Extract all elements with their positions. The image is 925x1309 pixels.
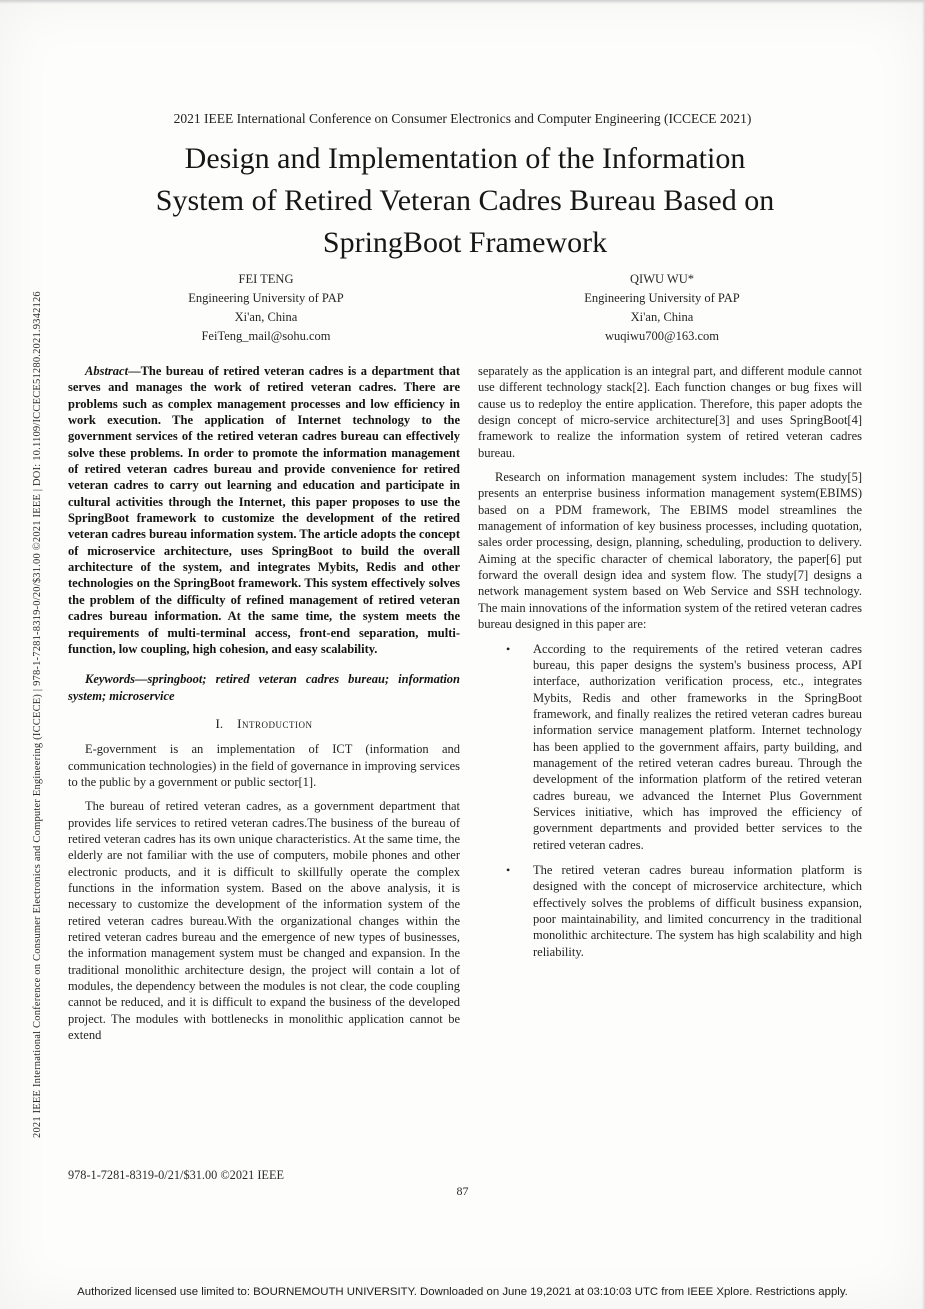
abstract-text: —The bureau of retired veteran cadres is a department that serves and manages the work of retired veteran cadres. There are problems such as complex management processes and low efficiency in work execution. The application of Internet technology to the government services of the retired veteran cadres bureau can effectively solve these problems. In order to promote the information management of retired veteran cadres bureau and provide convenience for retired veteran cadres to carry out learning and education and participate in cultural activities through the Internet, this paper proposes to use the SpringBoot framework to customize the development of the retired veteran cadres bureau information system. The article adopts the concept of microservice architecture, uses SpringBoot to build the overall architecture of the system, and integrates Mybits, Redis and other technologies on the SpringBoot framework. This system effectively solves the problem of the difficulty of refined management of retired veteran cadres bureau information. At the same time, the system meets the requirements of multi-terminal access, front-end separation, multi-function, low coupling, high cohesion, and easy scalability. (68, 364, 460, 656)
innovation-bullet-list (478, 641, 862, 961)
right-column (478, 363, 862, 969)
bullet-item-1 (478, 641, 862, 853)
bullet-text-1: According to the requirements of the retired veteran cadres bureau, this paper designs the system's business process, API interface, authorization verification process, etc., integrates Mybits, Redis and other frameworks in the SpringBoot framework, and finally realizes the retired veteran cadres bureau information service management platform. Internet technology has been applied to the government affairs, party building, and management of the retired veteran cadres bureau. Through the development of the information platform of the retired veteran cadres bureau, we advanced the Internet Plus Government Services initiative, which has improved the efficiency of government departments and provided better services to the retired veteran cadres. (533, 641, 862, 852)
intro-paragraph-2: The bureau of retired veteran cadres, as a government department that provides life services to retired veteran cadres.The business of the bureau of retired veteran cadres has its own unique characteristics. At the same time, the elderly are not familiar with the use of computers, mobile phones and other electronic products, and it is difficult to skillfully operate the complex functions in the information system. Based on the above analysis, it is necessary to customize the development of the information system of the retired veteran cadres bureau.With the organizational changes within the retired veteran cadres bureau and the emergence of new types of businesses, the information management system must be changed and expansion. In the traditional monolithic architecture design, the project will contain a lot of modules, the dependency between the modules is not clear, the code coupling cannot be reduced, and it is difficult to expand the business of the developed project. The modules with bottlenecks in monolithic application cannot be extend (68, 799, 460, 1043)
left-column (68, 363, 460, 1051)
section-heading-introduction (68, 716, 460, 732)
intro-paragraph-4: Research on information management system includes: The study[5] presents an enterprise business information management system(EBIMS) based on a PDM framework, The EBIMS model streamlines the management of information of key business processes, including quotation, sales order processing, design, planning, scheduling, production to delivery. Aiming at the specific character of chemical laboratory, the paper[6] put forward the overall design idea and system flow. The study[7] designs a network management system based on Web Service and SSH technology. The main innovations of the information system of the retired veteran cadres bureau designed in this paper are: (478, 470, 862, 632)
author-blocks (68, 270, 860, 346)
paper-title-line-2: System of Retired Veteran Cadres Bureau Based on (155, 184, 775, 217)
author-block-1 (68, 270, 464, 346)
section-number: I. (215, 715, 224, 731)
abstract-label: Abstract (85, 364, 129, 378)
intro-paragraph-3: separately as the application is an integral part, and different module cannot use different technology stack[2]. Each function changes or bug fixes will cause us to redeploy the entire application. Therefore, this paper adopts the design concept of micro-service architecture[3] and uses SpringBoot[4] framework to realize the information system of retired veteran cadres bureau. (478, 364, 862, 460)
author-1-name: FEI TENG (238, 272, 294, 286)
section-title: Introduction (237, 715, 313, 731)
scan-edge-top (0, 0, 925, 4)
keywords-label: Keywords (85, 672, 135, 687)
author-1-affiliation: Engineering University of PAP (188, 291, 344, 305)
sidebar-doi-text: 2021 IEEE International Conference on Consumer Electronics and Computer Engineering (ICCECE) | 978-1-7281-8319-0/20/$31.00 ©2021 IEEE | DOI: 10.1109/ICCECE51280.2021.9342126 (32, 291, 43, 1138)
keywords-paragraph (68, 671, 460, 704)
footer-copyright: 978-1-7281-8319-0/21/$31.00 ©2021 IEEE (68, 1168, 284, 1182)
bullet-text-2: The retired veteran cadres bureau information platform is designed with the concept of microservice architecture, which effectively solves the problems of difficult business expansion, poor maintainability, and limited concurrency in the traditional monolithic architecture. The system has high scalability and high reliability. (533, 862, 862, 959)
abstract-paragraph (68, 363, 460, 657)
page-number: 87 (456, 1184, 469, 1198)
bullet-glyph-1: • (506, 641, 511, 656)
author-2-location: Xi'an, China (630, 310, 694, 324)
author-block-2 (464, 270, 860, 346)
author-2-affiliation: Engineering University of PAP (584, 291, 740, 305)
bullet-glyph-2: • (506, 862, 511, 877)
conference-header: 2021 IEEE International Conference on Consumer Electronics and Computer Engineering (ICCECE 2021) (173, 111, 752, 126)
keywords-text: —springboot; retired veteran cadres bureau; information system; microservice (68, 672, 460, 703)
paper-title-line-1: Design and Implementation of the Information (184, 142, 746, 175)
paper-title-line-3: SpringBoot Framework (322, 226, 608, 259)
author-1-email: FeiTeng_mail@sohu.com (201, 329, 331, 343)
intro-paragraph-1: E-government is an implementation of ICT (information and communication technologies) in the field of governance in improving services to the public by a government or public sector[1]. (68, 742, 460, 789)
bullet-item-2 (478, 862, 862, 960)
paper-title (70, 138, 860, 264)
author-2-name: QIWU WU* (630, 272, 694, 286)
author-1-location: Xi'an, China (234, 310, 298, 324)
authorization-notice: Authorized licensed use limited to: BOURNEMOUTH UNIVERSITY. Downloaded on June 19,2021 at 03:10:03 UTC from IEEE Xplore. Restrictions apply. (77, 1286, 848, 1298)
author-2-email: wuqiwu700@163.com (605, 329, 719, 343)
